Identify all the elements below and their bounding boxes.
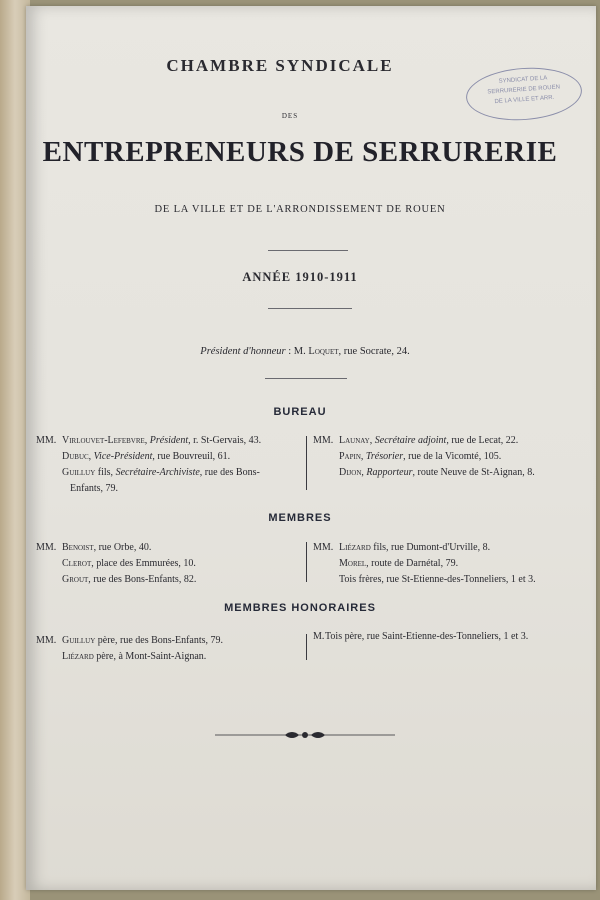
list-item: Tois frères, rue St-Etienne-des-Tonneliers, 1 et 3. xyxy=(339,574,536,585)
divider xyxy=(268,308,352,309)
column-separator xyxy=(306,542,307,582)
list-item: MM. Liézard fils, rue Dumont-d'Urville, 8. xyxy=(313,542,491,553)
section-title-bureau: BUREAU xyxy=(273,406,327,418)
list-item: MM. Guilluy père, rue des Bons-Enfants, 79. xyxy=(36,635,224,646)
list-item: M.Tois père, rue Saint-Etienne-des-Tonneliers, 1 et 3. xyxy=(313,631,529,642)
bureau-right-column xyxy=(313,433,593,481)
bureau-left-column xyxy=(36,433,306,497)
list-item: MM. Virlouvet-Lefebvre, Président, r. St-Gervais, 43. xyxy=(36,435,262,446)
list-item: MM. Benoist, rue Orbe, 40. xyxy=(36,542,152,553)
list-item: Morel, route de Darnétal, 79. xyxy=(339,558,459,569)
divider xyxy=(265,378,347,379)
section-title-honoraires: MEMBRES HONORAIRES xyxy=(224,602,376,614)
title-des: DES xyxy=(281,112,299,120)
list-item: Dijon, Rapporteur, route Neuve de St-Aignan, 8. xyxy=(339,467,535,478)
year-heading: ANNÉE 1910-1911 xyxy=(242,270,358,284)
honoraires-right-column xyxy=(313,629,593,645)
membres-left-column xyxy=(36,540,306,588)
divider xyxy=(268,250,348,251)
column-separator xyxy=(306,634,307,660)
list-item: MM. Launay, Secrétaire adjoint, rue de Lecat, 22. xyxy=(313,435,519,446)
section-title-membres: MEMBRES xyxy=(268,512,332,524)
honoraires-left-column xyxy=(36,633,306,665)
list-item: Papin, Trésorier, rue de la Vicomté, 105. xyxy=(339,451,502,462)
honorary-president: Président d'honneur : M. Loquet, rue Socrate, 24. xyxy=(200,346,410,357)
list-item: Grout, rue des Bons-Enfants, 82. xyxy=(62,574,197,585)
title-chambre-syndicale: CHAMBRE SYNDICALE xyxy=(166,56,394,75)
list-item: Clerot, place des Emmurées, 10. xyxy=(62,558,196,569)
list-item: Guilluy fils, Secrétaire-Archiviste, rue des Bons- xyxy=(62,467,260,478)
subtitle-ville: DE LA VILLE ET DE L'ARRONDISSEMENT DE ROUEN xyxy=(154,204,446,215)
membres-right-column xyxy=(313,540,593,588)
list-item: Dubuc, Vice-Président, rue Bouvreuil, 61. xyxy=(62,451,231,462)
ornament-divider xyxy=(215,728,395,742)
ink-stamp: SYNDICAT DE LA SERRURERIE DE ROUEN DE LA VILLE ET ARR. xyxy=(464,64,583,124)
list-item: Enfants, 79. xyxy=(70,483,119,494)
column-separator xyxy=(306,436,307,490)
page-title: ENTREPRENEURS DE SERRURERIE xyxy=(42,136,558,168)
list-item: Liézard père, à Mont-Saint-Aignan. xyxy=(62,651,207,662)
